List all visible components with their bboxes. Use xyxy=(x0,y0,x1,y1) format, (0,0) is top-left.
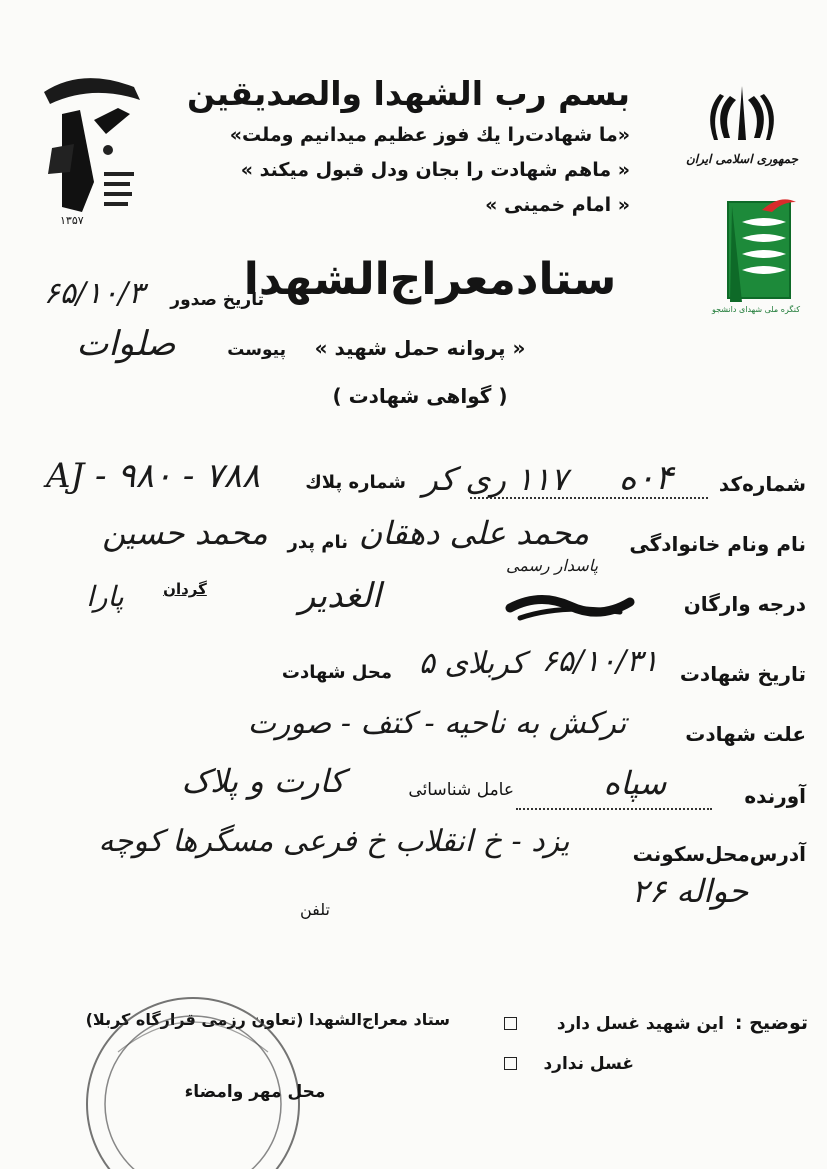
rank-battalion-label: گردان xyxy=(163,580,207,598)
id-factor-label: عامل شناسائی xyxy=(408,780,514,800)
attachment-label: پیوست xyxy=(227,340,286,360)
address-value: یزد - خ انقلاب خ فرعی مسگرها کوچه xyxy=(98,824,570,859)
issue-date-label: تاریخ صدور xyxy=(170,290,264,310)
right-logo-caption: جمهوری اسلامی ایران xyxy=(685,152,798,166)
green-logo-caption: کنگره ملی شهدای دانشجو xyxy=(712,305,800,314)
rank-note: پاسدار رسمی xyxy=(505,556,599,575)
attachment-value: صلوات xyxy=(76,324,176,364)
rank-unit: الغدیر xyxy=(298,576,382,616)
rank-label: درجه وارگان xyxy=(683,592,806,616)
tag-label: شماره پلاك xyxy=(305,472,406,493)
quote-line-1: «ما شهادت‌را یك فوز عظیم میدانیم وملت» xyxy=(229,124,630,146)
name-value: محمد علی دهقان xyxy=(358,514,590,552)
option-1-label: این شهید غسل دارد xyxy=(556,1014,724,1034)
iran-emblem-icon xyxy=(700,82,784,152)
address-label: آدرس‌محل‌سکونت xyxy=(632,842,806,866)
bearer-value: سپاه xyxy=(603,764,667,802)
option-2-label: غسل ندارد xyxy=(543,1054,634,1074)
stamp-org-text: ستاد معراج‌الشهدا (تعاون رزمی قرارگاه کربلا) xyxy=(85,1010,450,1029)
bismillah-heading: بسم رب الشهدا والصدیقین xyxy=(186,74,630,113)
rank-scribble-icon xyxy=(500,582,650,632)
martyrdom-place-label: محل شهادت xyxy=(281,662,392,683)
quote-line-2: « ماهم شهادت را بجان ودل قبول میکند » xyxy=(240,159,630,181)
quote-attribution: « امام خمینی » xyxy=(485,194,630,216)
issue-date-value: ۶۵/۱۰/۳ xyxy=(43,276,145,311)
address-line-2: حواله ۲۶ xyxy=(631,872,749,910)
round-seal-icon xyxy=(48,992,348,1169)
tag-value: AJ - ۹۸۰ - ۷۸۸ xyxy=(46,456,260,496)
option-2-checkbox[interactable] xyxy=(504,1057,517,1070)
bearer-label: آورنده xyxy=(744,784,806,808)
document-subtitle: « پروانه حمل شهید » xyxy=(314,336,526,360)
martyrdom-date-label: تاریخ شهادت xyxy=(679,662,806,686)
name-label: نام ونام خانوادگی xyxy=(629,532,806,556)
note-label: توضیح : xyxy=(734,1012,808,1034)
irgc-emblem-icon xyxy=(22,62,152,232)
father-label: نام پدر xyxy=(287,532,348,553)
code-value: ۰۴ه xyxy=(618,458,674,498)
org-title: ستادمعراج‌الشهدا xyxy=(243,254,617,305)
father-value: محمد حسین xyxy=(102,514,268,552)
document-subtitle-2: ( گواهی شهادت ) xyxy=(332,384,508,408)
martyrdom-place-value: کربلای ۵ xyxy=(418,646,526,681)
martyrdom-date-value: ۶۵/۱۰/۳۱ xyxy=(541,644,659,679)
option-1-checkbox[interactable] xyxy=(504,1017,517,1030)
cause-value: ترکش به ناحیه - کتف - صورت xyxy=(247,706,627,741)
irgc-year-text: ۱۳۵۷ xyxy=(60,214,84,227)
tag-prefix-value: ۱۱۷ ری کر xyxy=(422,460,568,498)
seal-label: محل مهر وامضاء xyxy=(184,1082,326,1102)
cause-label: علت شهادت xyxy=(685,722,806,746)
bearer-dotted-line xyxy=(516,808,712,810)
id-factor-value: کارت و پلاک xyxy=(181,762,345,800)
code-label: شماره‌کد xyxy=(718,472,806,496)
student-martyrs-logo-icon xyxy=(724,192,798,312)
phone-label: تلفن xyxy=(299,900,330,919)
rank-battalion-value: پارا xyxy=(86,580,124,613)
